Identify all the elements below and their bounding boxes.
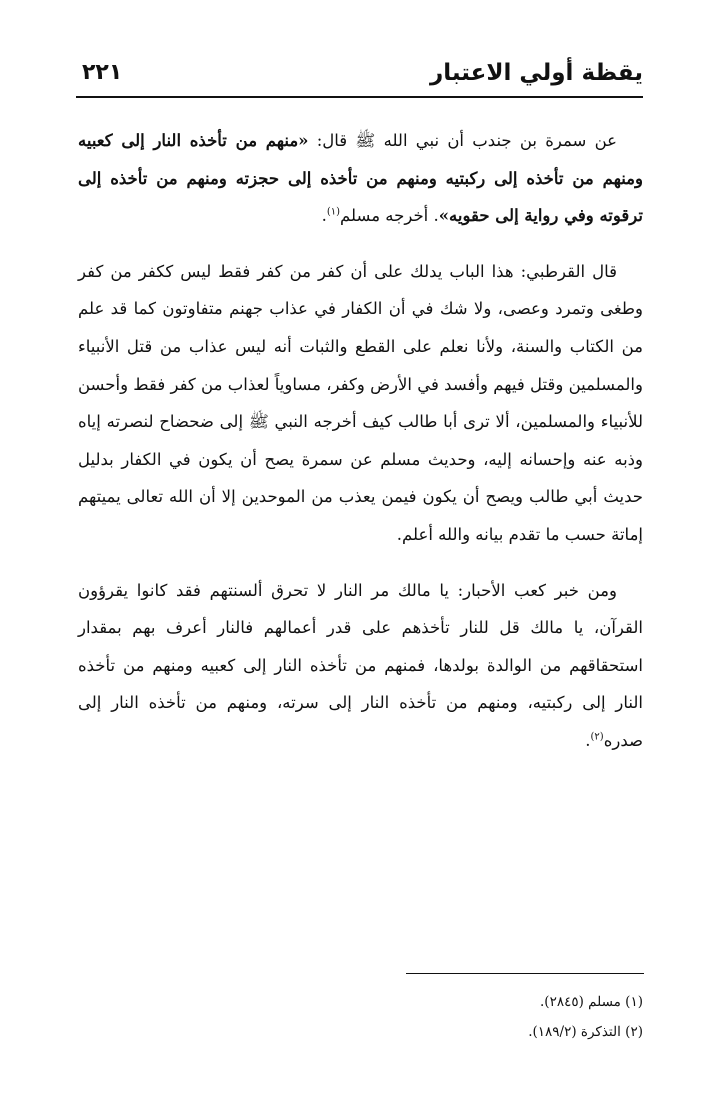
footnote-ref-1: (١)	[326, 206, 341, 218]
paragraph-hadith	[78, 122, 643, 235]
footnote-1	[78, 987, 643, 1017]
page-number: ٢٢١	[82, 60, 123, 85]
footnote-text: مسلم (٢٨٤٥).	[540, 994, 621, 1010]
paragraph-kaab	[78, 572, 643, 760]
footnote-number: (١)	[625, 994, 643, 1010]
footnote-ref-2: (٢)	[590, 731, 604, 743]
paragraph-end: .	[321, 206, 327, 226]
footnotes	[78, 987, 643, 1047]
footnote-text: التذكرة (١٨٩/٢).	[528, 1024, 621, 1040]
footnote-number: (٢)	[625, 1024, 643, 1040]
kaab-text: ومن خبر كعب الأحبار: يا مالك مر النار لا تحرق ألسنتهم فقد كانوا يقرؤون القرآن، يا مالك قل للنار تأخذهم على قدر أعمالهم فالنار أعرف بهم بمقدار استحقاقهم من الوالدة بولدها، فمنهم من تأخذه النار إلى كعبيه ومنهم من تأخذه النار إلى ركبتيه، ومنهم من تأخذه النار إلى سرته، ومنهم من تأخذه النار إلى صدره	[78, 580, 643, 750]
paragraph-qurtubi	[78, 253, 643, 554]
page-header	[76, 58, 643, 98]
hadith-quote: «منهم من تأخذه النار إلى كعبيه ومنهم من تأخذه إلى ركبتيه ومنهم من تأخذه إلى حجزته ومنهم من تأخذه إلى ترقوته وفي رواية إلى حقويه»	[78, 131, 643, 226]
hadith-source: . أخرجه مسلم	[340, 206, 439, 226]
paragraph-end: .	[585, 730, 591, 750]
qurtubi-text: قال القرطبي: هذا الباب يدلك على أن كفر من كفر فقط ليس ككفر من كفر وطغى وتمرد وعصى، ولا شك في أن الكفار في عذاب جهنم متفاوتون كما قد علم من الكتاب والسنة، ولأنا نعلم على القطع والثبات أنه ليس عذاب من قتل الأنبياء والمسلمين وقتل فيهم وأفسد في الأرض وكفر، مساوياً لعذاب من كفر فقط وأحسن للأنبياء والمسلمين، ألا ترى أبا طالب كيف أخرجه النبي ﷺ إلى ضحضاح لنصرته إياه وذبه عنه وإحسانه إليه، وحديث مسلم عن سمرة يصح أن يكون في الكفار بدليل حديث أبي طالب ويصح أن يكون فيمن يعذب من الموحدين إلا أن الله تعالى يميتهم إماتة حسب ما تقدم بيانه والله أعلم.	[78, 261, 643, 544]
footnote-divider	[406, 973, 644, 974]
running-title: يقظة أولي الاعتبار	[429, 60, 643, 86]
hadith-intro: عن سمرة بن جندب أن نبي الله ﷺ قال:	[308, 131, 618, 150]
footnote-2	[78, 1017, 643, 1047]
body-text	[78, 122, 643, 778]
